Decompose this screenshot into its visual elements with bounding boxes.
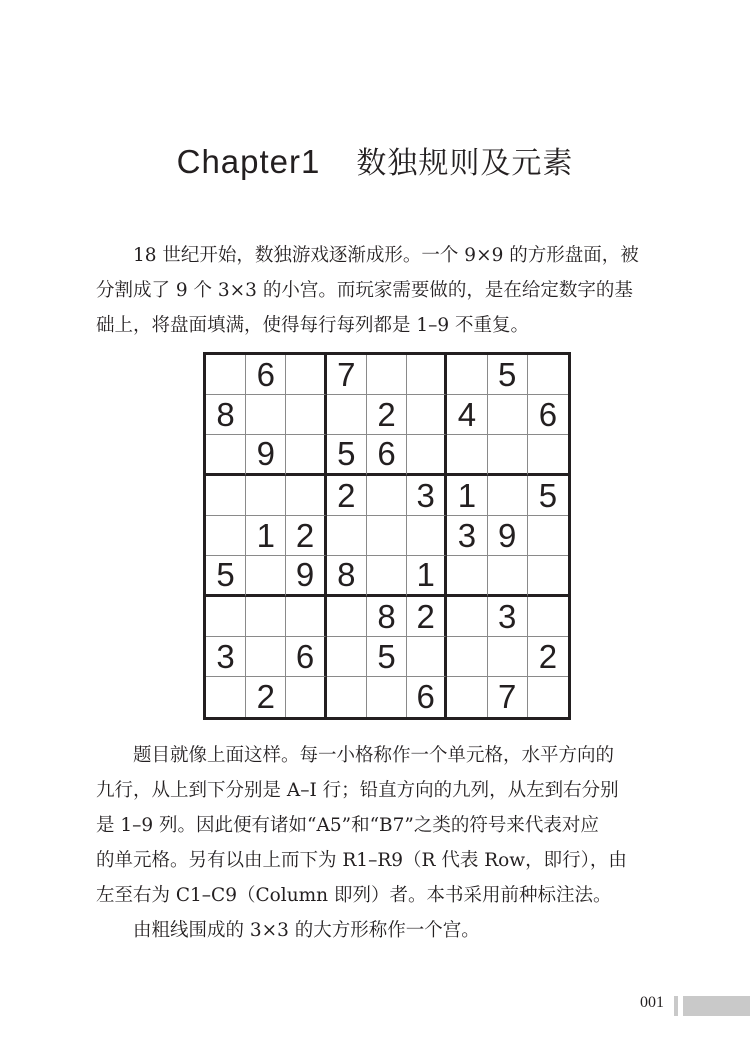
sudoku-cell <box>528 435 568 476</box>
sudoku-cell <box>327 637 367 677</box>
sudoku-cell <box>246 597 286 637</box>
sudoku-cell: 2 <box>407 597 447 637</box>
text-line: 分割成了 9 个 3×3 的小宫。而玩家需要做的，是在给定数字的基 <box>96 280 633 301</box>
sudoku-cell <box>488 556 528 597</box>
sudoku-cell: 6 <box>407 677 447 717</box>
text-line: 九行，从上到下分别是 A–I 行；铅直方向的九列，从左到右分别 <box>96 780 619 801</box>
sudoku-cell <box>367 355 407 395</box>
text-line: 18 世纪开始，数独游戏逐渐成形。一个 9×9 的方形盘面，被 <box>133 245 639 266</box>
text-line: 题目就像上面这样。每一小格称作一个单元格，水平方向的 <box>133 745 615 766</box>
sudoku-cell: 8 <box>367 597 407 637</box>
sudoku-cell: 5 <box>327 435 367 476</box>
sudoku-cell: 7 <box>488 677 528 717</box>
sudoku-cell <box>286 677 326 717</box>
intro-paragraph <box>96 238 662 343</box>
sudoku-cell: 2 <box>246 677 286 717</box>
chapter-title: 数独规则及元素 <box>356 146 574 181</box>
sudoku-cell <box>528 355 568 395</box>
sudoku-cell <box>488 476 528 516</box>
sudoku-cell: 5 <box>488 355 528 395</box>
sudoku-cell <box>286 395 326 435</box>
sudoku-cell: 9 <box>246 435 286 476</box>
sudoku-cell <box>286 597 326 637</box>
sudoku-cell <box>407 516 447 556</box>
sudoku-cell <box>528 556 568 597</box>
sudoku-cell: 1 <box>407 556 447 597</box>
sudoku-cell: 6 <box>286 637 326 677</box>
sudoku-cell <box>528 677 568 717</box>
sudoku-cell <box>327 597 367 637</box>
box-definition-paragraph <box>96 913 662 948</box>
text-line: 的单元格。另有以由上而下为 R1–R9（R 代表 Row，即行），由 <box>96 850 627 871</box>
sudoku-cell: 3 <box>206 637 246 677</box>
sudoku-cell <box>447 637 487 677</box>
sudoku-cell: 9 <box>286 556 326 597</box>
sudoku-cell <box>447 597 487 637</box>
sudoku-cell <box>447 355 487 395</box>
sudoku-cell <box>286 476 326 516</box>
sudoku-cell: 3 <box>488 597 528 637</box>
sudoku-cell: 2 <box>528 637 568 677</box>
sudoku-cell <box>447 677 487 717</box>
sudoku-cell: 5 <box>528 476 568 516</box>
text-line: 左至右为 C1–C9（Column 即列）者。本书采用前种标注法。 <box>96 885 612 906</box>
explanation-paragraph <box>96 738 662 913</box>
sudoku-cell <box>407 395 447 435</box>
sudoku-cell <box>447 556 487 597</box>
page-bar-separator <box>674 996 678 1016</box>
sudoku-cell <box>447 435 487 476</box>
sudoku-cell <box>367 516 407 556</box>
text-line: 由粗线围成的 3×3 的大方形称作一个宫。 <box>133 920 480 941</box>
sudoku-cell: 2 <box>367 395 407 435</box>
sudoku-cell: 8 <box>206 395 246 435</box>
sudoku-cell <box>206 435 246 476</box>
sudoku-cell <box>407 355 447 395</box>
sudoku-cell <box>488 395 528 435</box>
sudoku-cell: 9 <box>488 516 528 556</box>
sudoku-cell <box>327 395 367 435</box>
sudoku-cell <box>206 597 246 637</box>
sudoku-cell <box>246 637 286 677</box>
sudoku-cell: 1 <box>447 476 487 516</box>
sudoku-cell <box>407 637 447 677</box>
sudoku-cell <box>407 435 447 476</box>
text-line: 础上，将盘面填满，使得每行每列都是 1–9 不重复。 <box>96 315 530 336</box>
sudoku-cell <box>327 516 367 556</box>
sudoku-cell <box>206 516 246 556</box>
sudoku-cell <box>206 355 246 395</box>
sudoku-cell: 6 <box>528 395 568 435</box>
sudoku-cell: 1 <box>246 516 286 556</box>
sudoku-cell: 2 <box>286 516 326 556</box>
sudoku-cell: 4 <box>447 395 487 435</box>
page-bar <box>683 996 750 1016</box>
sudoku-cell: 5 <box>367 637 407 677</box>
chapter-heading <box>0 138 750 182</box>
sudoku-cell <box>206 476 246 516</box>
sudoku-cell <box>246 476 286 516</box>
sudoku-cell <box>286 355 326 395</box>
sudoku-cell <box>367 476 407 516</box>
sudoku-cell <box>488 435 528 476</box>
sudoku-cell <box>367 677 407 717</box>
sudoku-cell <box>327 677 367 717</box>
sudoku-cell: 5 <box>206 556 246 597</box>
sudoku-cell <box>206 677 246 717</box>
text-line: 是 1–9 列。因此便有诸如“A5”和“B7”之类的符号来代表对应 <box>96 815 599 836</box>
sudoku-cell: 7 <box>327 355 367 395</box>
page-number: 001 <box>640 994 664 1011</box>
sudoku-cell: 8 <box>327 556 367 597</box>
sudoku-cell <box>528 597 568 637</box>
chapter-label: Chapter1 <box>176 143 321 180</box>
sudoku-cell <box>488 637 528 677</box>
sudoku-grid <box>203 352 571 720</box>
sudoku-cell <box>246 556 286 597</box>
sudoku-cell <box>286 435 326 476</box>
sudoku-cell <box>528 516 568 556</box>
sudoku-cell: 6 <box>367 435 407 476</box>
sudoku-cell <box>367 556 407 597</box>
sudoku-cell: 3 <box>407 476 447 516</box>
sudoku-cell: 6 <box>246 355 286 395</box>
sudoku-cell: 3 <box>447 516 487 556</box>
sudoku-cell <box>246 395 286 435</box>
sudoku-cell: 2 <box>327 476 367 516</box>
